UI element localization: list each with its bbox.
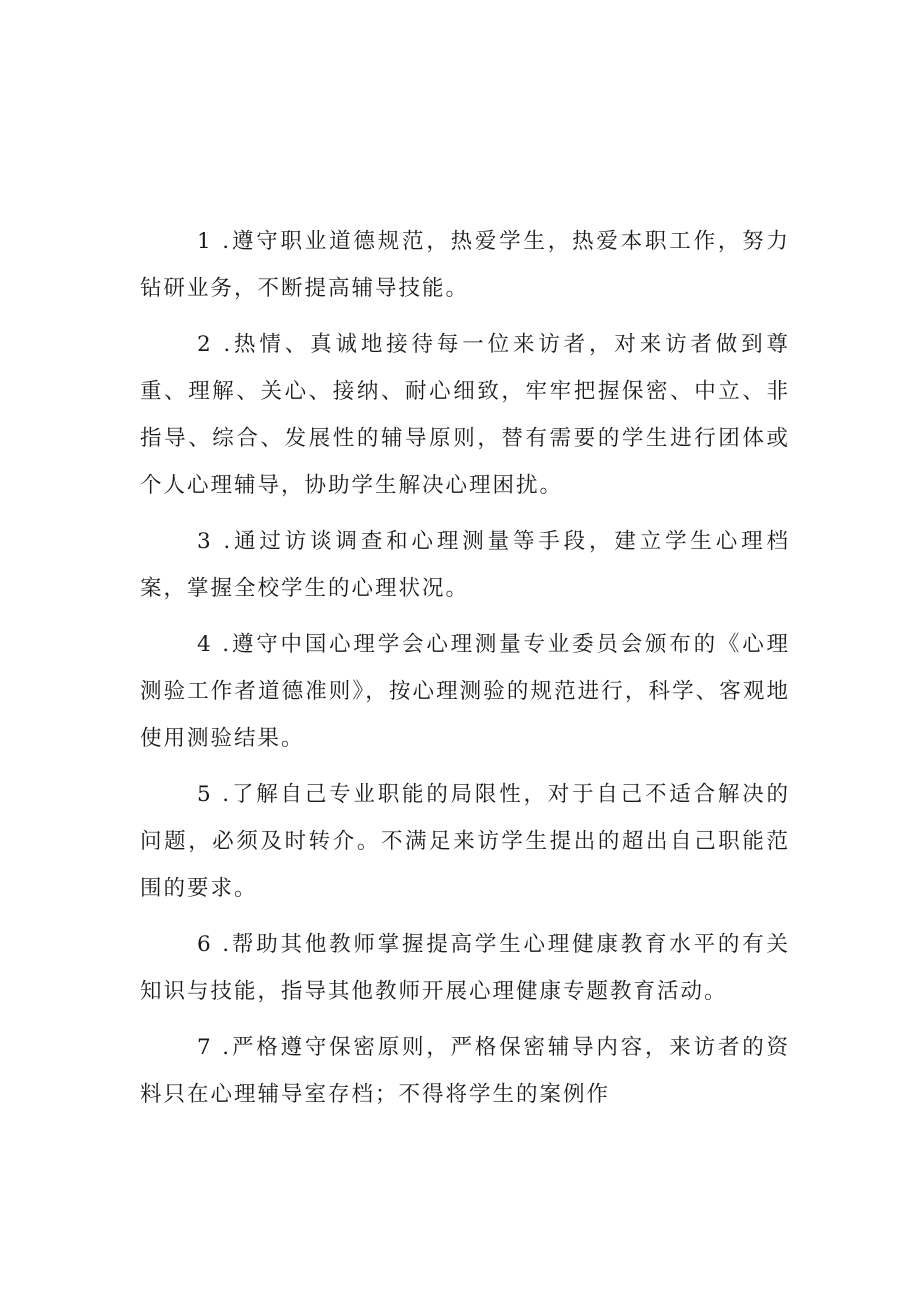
document-body [140, 218, 790, 1127]
paragraph-7: 7 .严格遵守保密原则，严格保密辅导内容，来访者的资料只在心理辅导室存档；不得将学生的案例作 [140, 1035, 790, 1107]
paragraph-6: 6 .帮助其他教师掌握提高学生心理健康教育水平的有关知识与技能，指导其他教师开展心理健康专题教育活动。 [140, 932, 790, 1004]
paragraph-4: 4 .遵守中国心理学会心理测量专业委员会颁布的《心理测验工作者道德准则》，按心理测验的规范进行，科学、客观地使用测验结果。 [140, 632, 790, 751]
paragraph-1: 1 .遵守职业道德规范，热爱学生，热爱本职工作，努力钻研业务，不断提高辅导技能。 [140, 229, 790, 301]
paragraph-5: 5 .了解自己专业职能的局限性，对于自己不适合解决的问题，必须及时转介。不满足来访学生提出的超出自己职能范围的要求。 [140, 782, 790, 901]
paragraph-3: 3 .通过访谈调查和心理测量等手段，建立学生心理档案，掌握全校学生的心理状况。 [140, 529, 790, 601]
paragraph-2: 2 .热情、真诚地接待每一位来访者，对来访者做到尊重、理解、关心、接纳、耐心细致，牢牢把握保密、中立、非指导、综合、发展性的辅导原则，替有需要的学生进行团体或个人心理辅导，协助学生解决心理困扰。 [140, 332, 790, 498]
